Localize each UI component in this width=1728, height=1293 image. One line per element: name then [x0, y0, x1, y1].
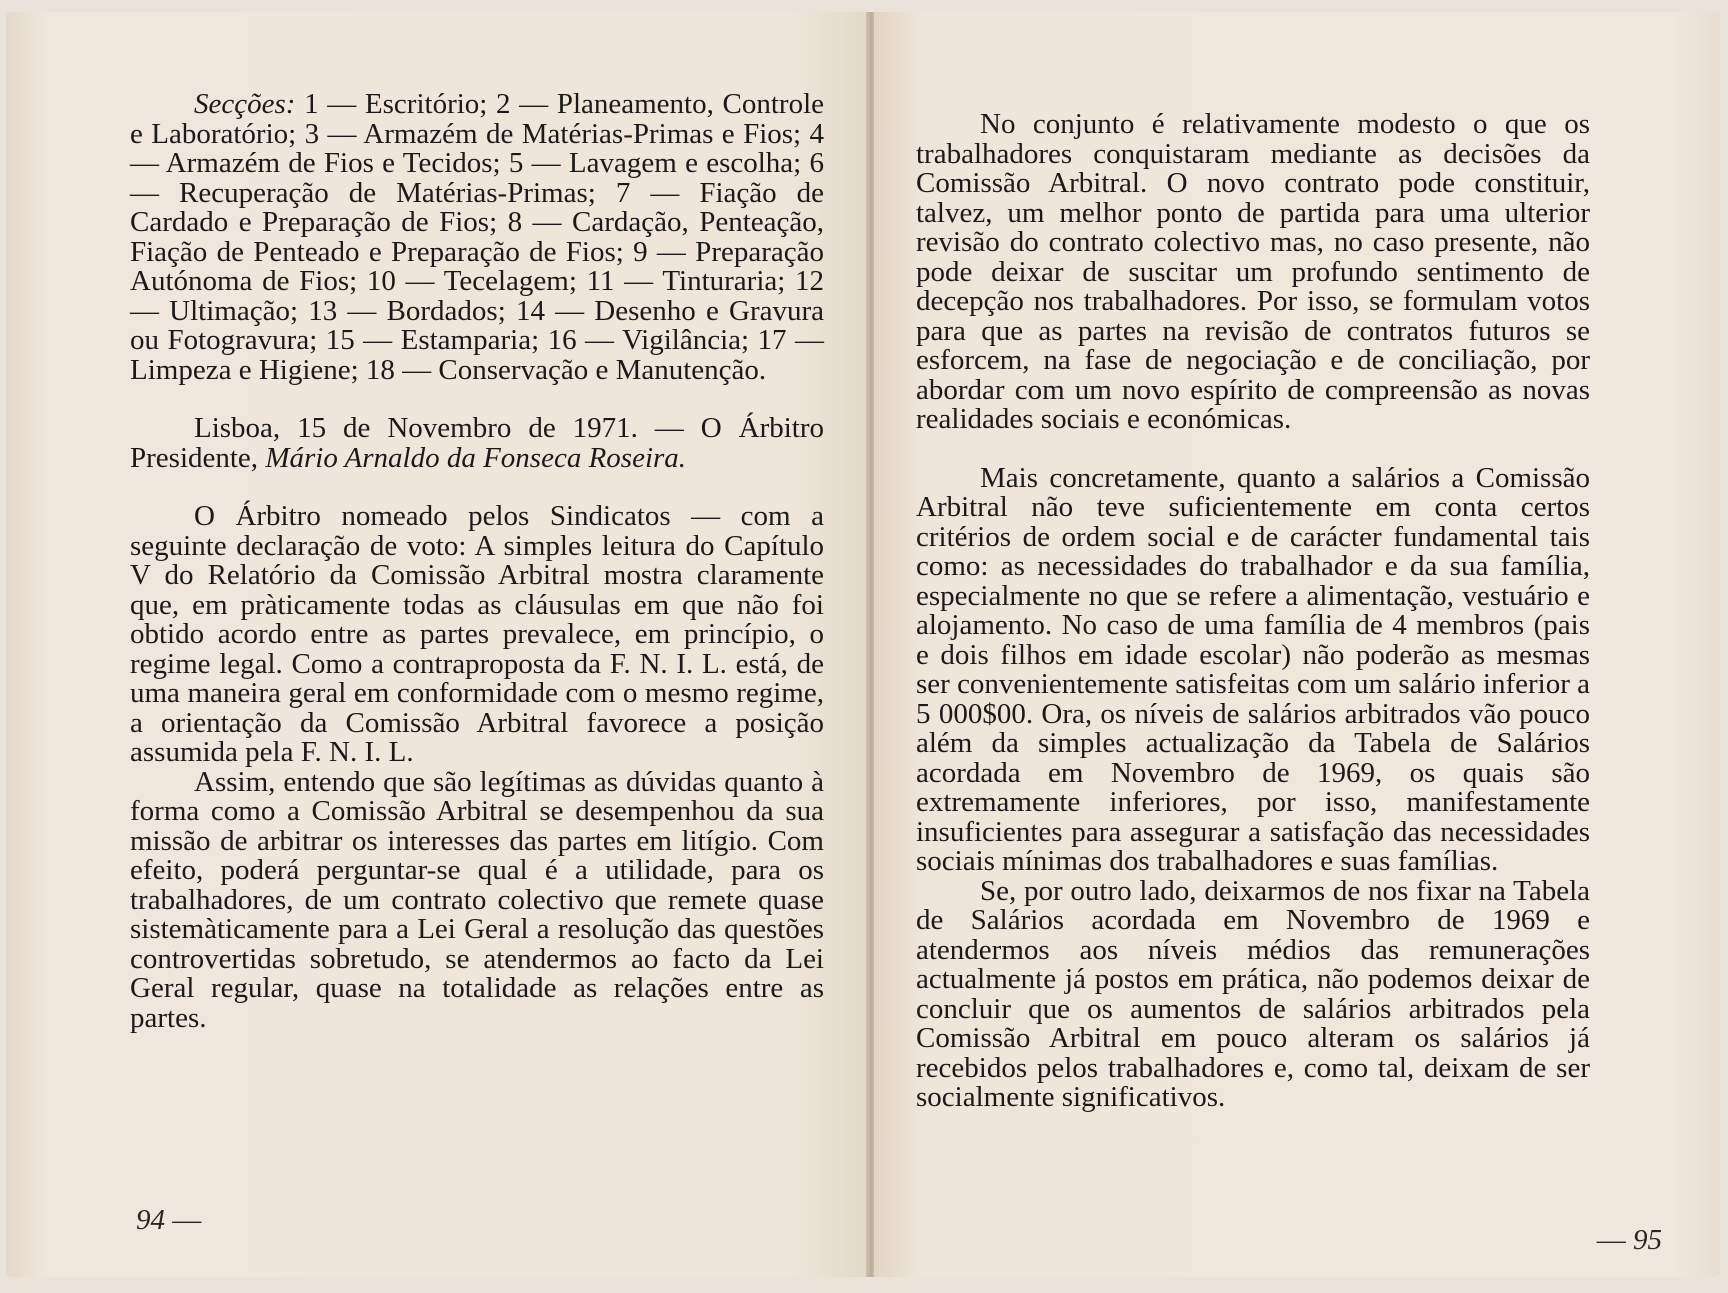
vote-declaration-paragraph: O Árbitro nomeado pelos Sindicatos — com a seguinte declaração de voto: A simples leitura do Capítulo V do Relatório da Comissão Arbitral mostra claramente que, em pràticamente todas as cláusulas em que não foi obtido acordo entre as partes prevalece, em princípio, o regime legal. Como a contraproposta da F. N. I. L. está, de uma maneira geral em conformidade com o mesmo regime, a orientação da Comissão Arbitral favorece a posição assumida pela F. N. I. L. — [130, 500, 824, 768]
page-number-left-dash: — — [165, 1204, 202, 1236]
page-number-left-value: 94 — [136, 1204, 165, 1236]
conclusion-paragraph: Se, por outro lado, deixarmos de nos fixar na Tabela de Salários acordada em Novembro de 1969 e atendermos aos níveis médios das remunerações actualmente já postos em prática, não podemos deixar de concluir que os aumentos de salários arbitrados pela Comissão Arbitral em pouco alteram os salários já recebidos pelos trabalhadores e, como tal, deixam de ser socialmente significativos. — [916, 874, 1590, 1113]
doubts-paragraph: Assim, entendo que são legítimas as dúvidas quanto à forma como a Comissão Arbitral se desempenhou da sua missão de arbitrar os interesses das partes em litígio. Com efeito, poderá perguntar-se qual é a utilidade, para os trabalhadores, de um contrato colectivo que remete quase sistemàticamente para a Lei Geral a resolução das questões controvertidas sobretudo, se atendermos ao facto da Lei Geral regular, quase na totalidade as relações entre as partes. — [130, 765, 824, 1034]
sections-label: Secções: — [194, 88, 296, 120]
left-page — [6, 12, 868, 1277]
page-number-right-value: 95 — [1633, 1224, 1662, 1256]
right-page-body — [916, 110, 1590, 1113]
right-page — [874, 12, 1720, 1277]
signature: Mário Arnaldo da Fonseca Roseira. — [265, 441, 687, 474]
sections-paragraph — [130, 90, 824, 385]
date-signature-line — [130, 414, 824, 473]
page-number-left — [136, 1204, 201, 1237]
date-line: Lisboa, 15 de Novembro de 1971. — O Árbitro Presidente, — [130, 412, 824, 474]
page-number-right — [1597, 1224, 1662, 1257]
overall-paragraph: No conjunto é relativamente modesto o que os trabalhadores conquistaram mediante as decisões da Comissão Arbitral. O novo contrato pode constituir, talvez, um melhor ponto de partida para uma ulterior revisão do contrato colectivo mas, no caso presente, não pode deixar de suscitar um profundo sentimento de decepção nos trabalhadores. Por isso, se formulam votos para que as partes na revisão de contratos futuros se esforcem, na fase de negociação e de conciliação, por abordar com um novo espírito de compreensão as novas realidades sociais e económicas. — [916, 108, 1590, 435]
page-number-right-dash: — — [1596, 1224, 1633, 1256]
sections-text: 1 — Escritório; 2 — Planeamento, Controle e Laboratório; 3 — Armazém de Matérias-Primas e Fios; 4 — Armazém de Fios e Tecidos; 5 — Lavagem e escolha; 6 — Recuperação de Matérias-Primas; 7 — Fiação de Cardado e Preparação de Fios; 8 — Cardação, Penteação, Fiação de Penteado e Preparação de Fios; 9 — Preparação Autónoma de Fios; 10 — Tecelagem; 11 — Tinturaria; 12 — Ultimação; 13 — Bordados; 14 — Desenho e Gravura ou Fotogravura; 15 — Estamparia; 16 — Vigilância; 17 — Limpeza e Higiene; 18 — Conservação e Manutenção. — [130, 88, 824, 386]
left-page-body — [130, 90, 824, 1033]
salaries-paragraph: Mais concretamente, quanto a salários a Comissão Arbitral não teve suficientemente em conta certos critérios de ordem social e de carácter fundamental tais como: as necessidades do trabalhador e da sua família, especialmente no que se refere a alimentação, vestuário e alojamento. No caso de uma família de 4 membros (pais e dois filhos em idade escolar) não poderão as mesmas ser convenientemente satisfeitas com um salário inferior a 5 000$00. Ora, os níveis de salários arbitrados vão pouco além da simples actualização da Tabela de Salários acordada em Novembro de 1969, os quais são extremamente inferiores, por isso, manifestamente insuficientes para assegurar a satisfação das necessidades sociais mínimas dos trabalhadores e suas famílias. — [916, 461, 1590, 877]
